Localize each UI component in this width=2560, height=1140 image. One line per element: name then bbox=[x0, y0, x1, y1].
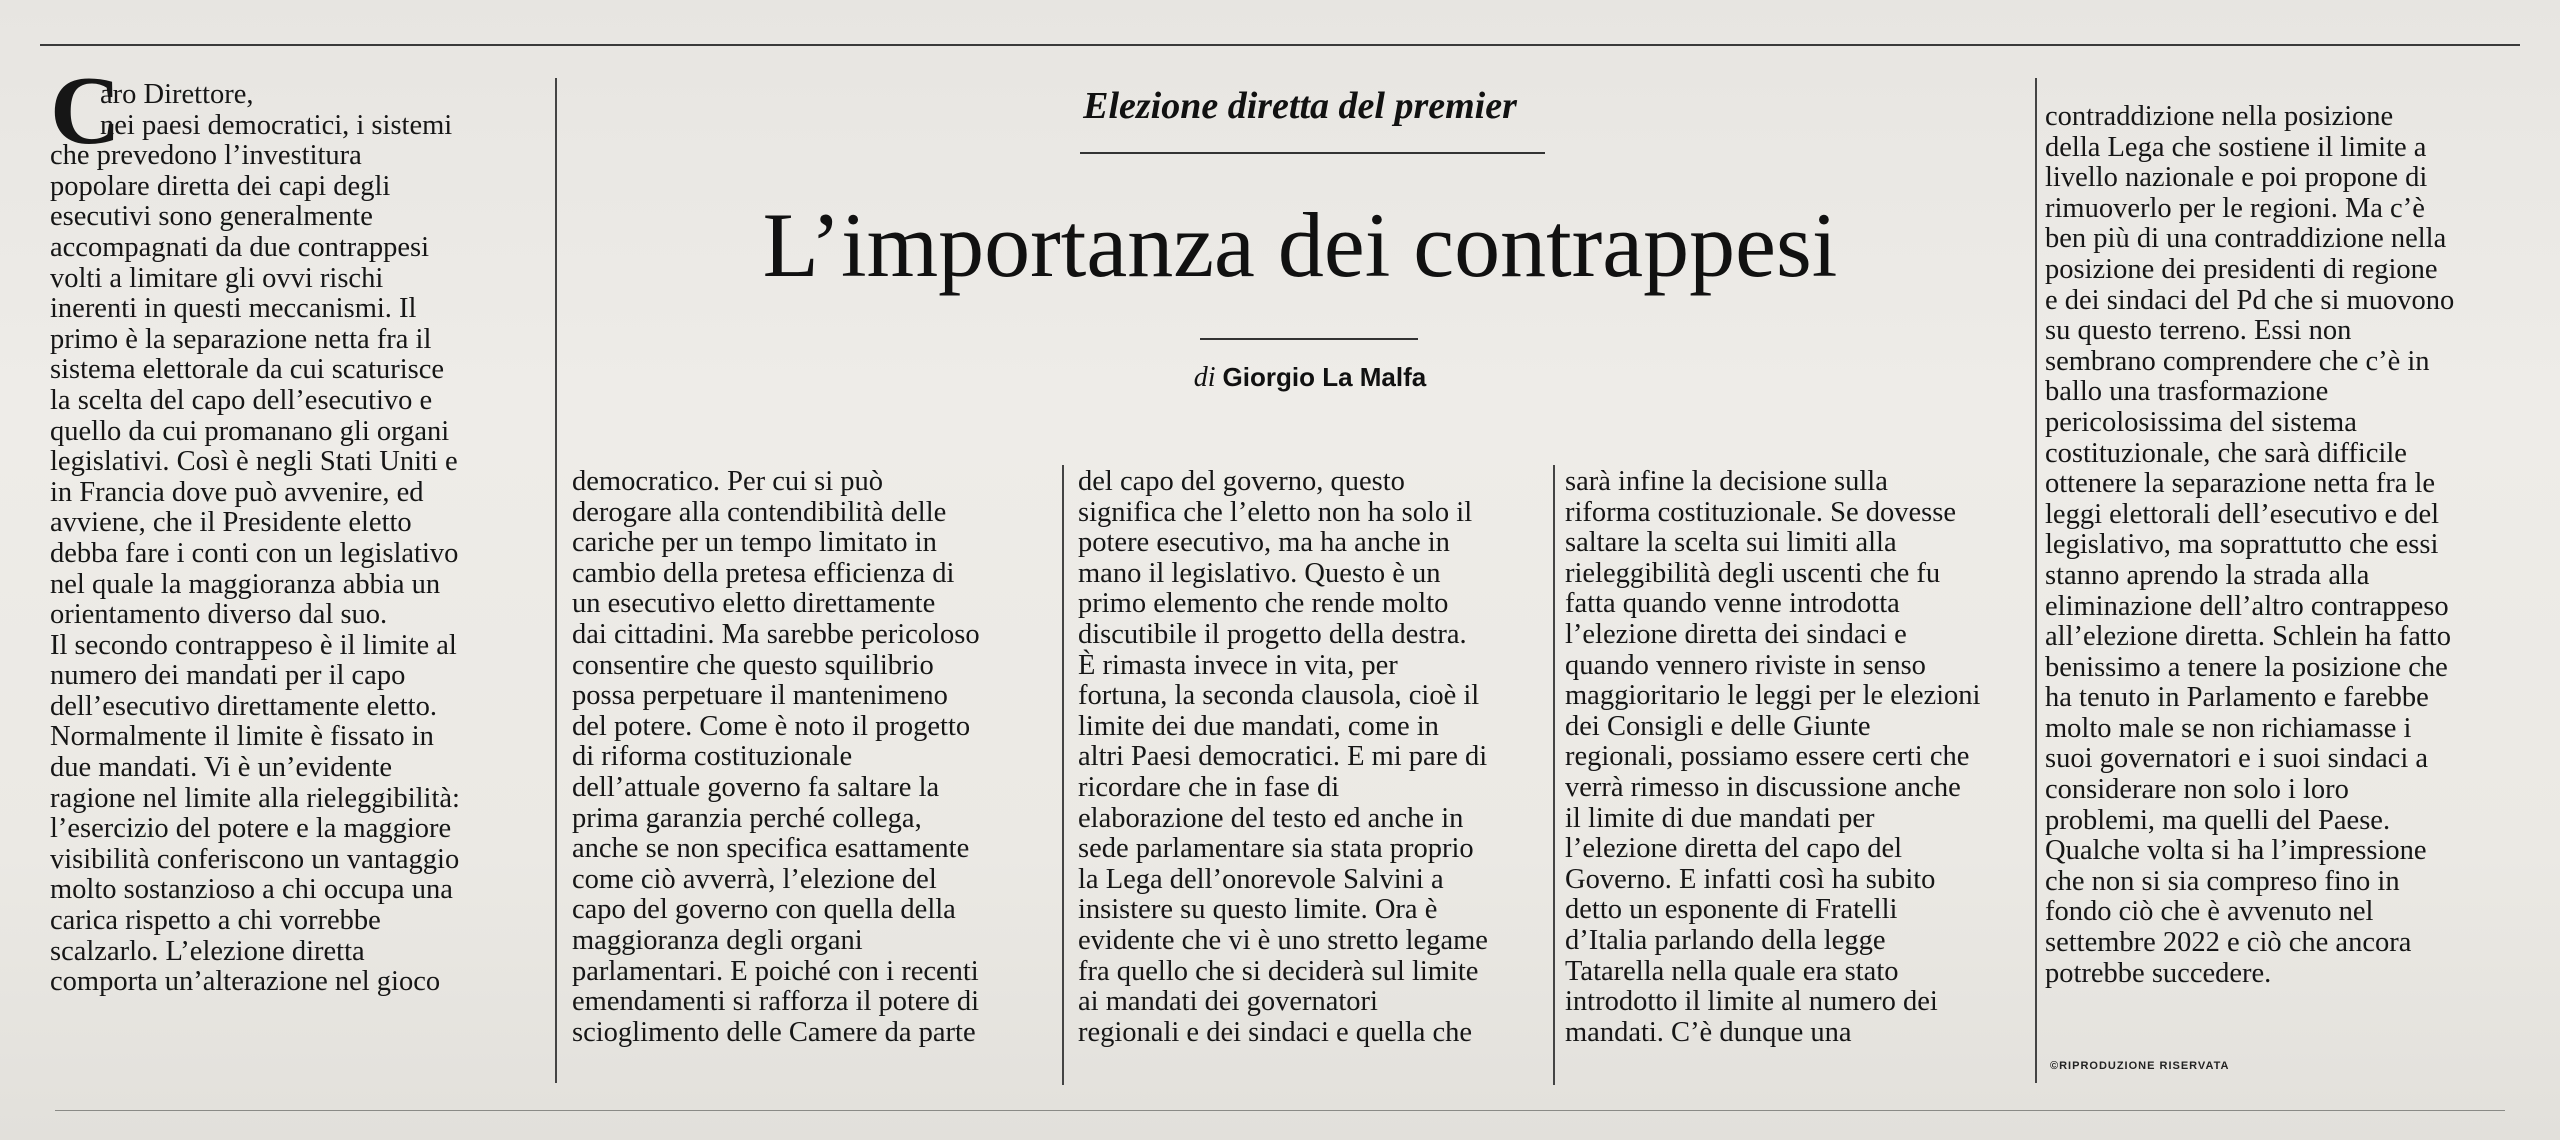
article-headline: L’importanza dei contrappesi bbox=[762, 194, 1838, 296]
text-line: pericolosissima del sistema bbox=[2045, 406, 2357, 438]
text-line: esecutivi sono generalmente bbox=[50, 201, 373, 233]
text-line: prima garanzia perché collega, bbox=[572, 802, 922, 834]
text-line: capo del governo con quella della bbox=[572, 894, 956, 926]
kicker-rule bbox=[1080, 152, 1545, 154]
article-column-right bbox=[2045, 102, 2535, 989]
text-line: legislativo, ma soprattutto che essi bbox=[2045, 529, 2439, 561]
text-line: avviene, che il Presidente eletto bbox=[50, 507, 412, 539]
text-line: detto un esponente di Fratelli bbox=[1565, 894, 1898, 926]
text-line: che non si sia compreso fino in bbox=[2045, 865, 2400, 897]
text-line: su questo terreno. Essi non bbox=[2045, 315, 2352, 347]
text-line: che prevedono l’investitura bbox=[50, 140, 362, 172]
text-line: considerare non solo i loro bbox=[2045, 774, 2349, 806]
text-line: Governo. E infatti così ha subito bbox=[1565, 863, 1936, 895]
column-divider bbox=[1062, 465, 1064, 1085]
text-line: nel quale la maggioranza abbia un bbox=[50, 568, 441, 600]
text-line: orientamento diverso dal suo. bbox=[50, 599, 388, 631]
text-line: mandati. C’è dunque una bbox=[1565, 1016, 1852, 1048]
text-line: molto sostanzioso a chi occupa una bbox=[50, 874, 453, 906]
text-line: popolare diretta dei capi degli bbox=[50, 170, 391, 202]
text-line: del potere. Come è noto il progetto bbox=[572, 710, 971, 742]
text-line: scalzarlo. L’elezione diretta bbox=[50, 935, 365, 967]
text-line: due mandati. Vi è un’evidente bbox=[50, 752, 393, 784]
text-line: parlamentari. E poiché con i recenti bbox=[572, 955, 979, 987]
text-line: scioglimento delle Camere da parte bbox=[572, 1016, 976, 1048]
text-line: primo è la separazione netta fra il bbox=[50, 323, 432, 355]
text-line: della Lega che sostiene il limite a bbox=[2045, 131, 2427, 163]
text-line: democratico. Per cui si può bbox=[572, 466, 884, 497]
text-line: ballo una trasformazione bbox=[2045, 376, 2329, 408]
text-line: potere esecutivo, ma ha anche in bbox=[1078, 527, 1450, 559]
text-line: ottenere la separazione netta fra le bbox=[2045, 468, 2436, 500]
text-line: Normalmente il limite è fissato in bbox=[50, 721, 434, 753]
column-divider bbox=[2035, 78, 2037, 1083]
article-byline bbox=[1050, 362, 1570, 394]
author-name: Giorgio La Malfa bbox=[1222, 362, 1427, 392]
text-line: discutibile il progetto della destra. bbox=[1078, 618, 1467, 650]
text-line: maggioranza degli organi bbox=[572, 924, 863, 956]
text-line: altri Paesi democratici. E mi pare di bbox=[1078, 741, 1488, 773]
text-line: nei paesi democratici, i sistemi bbox=[100, 109, 453, 141]
text-line: Qualche volta si ha l’impressione bbox=[2045, 835, 2427, 867]
text-line: accompagnati da due contrappesi bbox=[50, 231, 430, 263]
text-line: fondo ciò che è avvenuto nel bbox=[2045, 896, 2374, 928]
text-line: all’elezione diretta. Schlein ha fatto bbox=[2045, 621, 2451, 653]
text-line: del capo del governo, questo bbox=[1078, 466, 1405, 497]
text-line: suoi governatori e i suoi sindaci a bbox=[2045, 743, 2429, 775]
text-line: introdotto il limite al numero dei bbox=[1565, 986, 1938, 1018]
text-line: molto male se non richiamasse i bbox=[2045, 712, 2412, 744]
column-divider bbox=[1553, 465, 1555, 1085]
text-line: leggi elettorali dell’esecutivo e del bbox=[2045, 498, 2440, 530]
text-line: Tatarella nella quale era stato bbox=[1565, 955, 1899, 987]
text-line: evidente che vi è uno stretto legame bbox=[1078, 924, 1488, 956]
text-line: problemi, ma quelli del Paese. bbox=[2045, 804, 2391, 836]
text-line: Il secondo contrappeso è il limite al bbox=[50, 629, 457, 661]
text-line: regionali e dei sindaci e quella che bbox=[1078, 1016, 1473, 1048]
text-line: benissimo a tenere la posizione che bbox=[2045, 651, 2448, 683]
text-line: in Francia dove può avvenire, ed bbox=[50, 476, 424, 508]
text-line: È rimasta invece in vita, per bbox=[1078, 649, 1398, 681]
text-line: ai mandati dei governatori bbox=[1078, 986, 1378, 1018]
text-line: ricordare che in fase di bbox=[1078, 771, 1340, 803]
byline-rule bbox=[1200, 338, 1418, 340]
text-line: fortuna, la seconda clausola, cioè il bbox=[1078, 680, 1480, 712]
byline-prefix: di bbox=[1193, 362, 1216, 393]
text-line: maggioritario le leggi per le elezioni bbox=[1565, 680, 1981, 712]
text-line: sarà infine la decisione sulla bbox=[1565, 466, 1888, 497]
text-line: l’elezione diretta dei sindaci e bbox=[1565, 618, 1907, 650]
text-line: livello nazionale e poi propone di bbox=[2045, 162, 2428, 194]
text-line: aro Direttore, bbox=[100, 79, 254, 110]
text-line: dei Consigli e delle Giunte bbox=[1565, 710, 1871, 742]
text-line: ha tenuto in Parlamento e farebbe bbox=[2045, 682, 2429, 714]
text-line: riforma costituzionale. Se dovesse bbox=[1565, 496, 1956, 528]
bottom-rule bbox=[55, 1110, 2505, 1111]
text-line: anche se non specifica esattamente bbox=[572, 833, 970, 865]
drop-cap: C bbox=[50, 57, 121, 165]
text-line: comporta un’alterazione nel gioco bbox=[50, 966, 441, 998]
text-line: un esecutivo eletto direttamente bbox=[572, 588, 936, 620]
text-line: la Lega dell’onorevole Salvini a bbox=[1078, 863, 1444, 895]
text-line: possa perpetuare il mantenimeno bbox=[572, 680, 948, 712]
text-line: di riforma costituzionale bbox=[572, 741, 853, 773]
text-line: significa che l’eletto non ha solo il bbox=[1078, 496, 1473, 528]
text-line: sede parlamentare sia stata proprio bbox=[1078, 833, 1474, 865]
text-line: cambio della pretesa efficienza di bbox=[572, 557, 955, 589]
text-line: stanno aprendo la strada alla bbox=[2045, 559, 2370, 591]
text-line: dai cittadini. Ma sarebbe pericoloso bbox=[572, 618, 980, 650]
text-line: emendamenti si rafforza il potere di bbox=[572, 986, 980, 1018]
text-line: consentire che questo squilibrio bbox=[572, 649, 934, 681]
article-column-3 bbox=[1565, 467, 2035, 1048]
text-line: elaborazione del testo ed anche in bbox=[1078, 802, 1464, 834]
text-line: potrebbe succedere. bbox=[2045, 957, 2272, 989]
text-line: mano il legislativo. Questo è un bbox=[1078, 557, 1441, 589]
text-line: ben più di una contraddizione nella bbox=[2045, 223, 2447, 255]
text-line: rimuoverlo per le regioni. Ma c’è bbox=[2045, 192, 2425, 224]
text-line: come ciò avverrà, l’elezione del bbox=[572, 863, 937, 895]
text-line: limite dei due mandati, come in bbox=[1078, 710, 1439, 742]
text-line: e dei sindaci del Pd che si muovono bbox=[2045, 284, 2455, 316]
top-rule bbox=[40, 44, 2520, 46]
text-line: quello da cui promanano gli organi bbox=[50, 415, 450, 447]
text-line: costituzionale, che sarà difficile bbox=[2045, 437, 2407, 469]
text-line: debba fare i conti con un legislativo bbox=[50, 537, 459, 569]
text-line: eliminazione dell’altro contrappeso bbox=[2045, 590, 2449, 622]
text-line: fra quello che si deciderà sul limite bbox=[1078, 955, 1479, 987]
text-line: legislativi. Così è negli Stati Uniti e bbox=[50, 446, 458, 478]
text-line: carica rispetto a chi vorrebbe bbox=[50, 905, 381, 937]
text-line: d’Italia parlando della legge bbox=[1565, 924, 1886, 956]
text-line: volti a limitare gli ovvi rischi bbox=[50, 262, 384, 294]
text-line: contraddizione nella posizione bbox=[2045, 101, 2394, 132]
text-line: saltare la scelta sui limiti alla bbox=[1565, 527, 1897, 559]
text-line: rieleggibilità degli uscenti che fu bbox=[1565, 557, 1941, 589]
text-line: fatta quando venne introdotta bbox=[1565, 588, 1900, 620]
text-line: cariche per un tempo limitato in bbox=[572, 527, 937, 559]
text-line: il limite di due mandati per bbox=[1565, 802, 1875, 834]
article-kicker: Elezione diretta del premier bbox=[1083, 85, 1517, 127]
text-line: numero dei mandati per il capo bbox=[50, 660, 406, 692]
text-line: sembrano comprendere che c’è in bbox=[2045, 345, 2430, 377]
text-line: visibilità conferiscono un vantaggio bbox=[50, 843, 460, 875]
text-line: quando vennero riviste in senso bbox=[1565, 649, 1926, 681]
text-line: dell’esecutivo direttamente eletto. bbox=[50, 690, 437, 722]
text-line: primo elemento che rende molto bbox=[1078, 588, 1449, 620]
text-line: inerenti in questi meccanismi. Il bbox=[50, 293, 417, 325]
text-line: ragione nel limite alla rieleggibilità: bbox=[50, 782, 460, 814]
text-line: l’esercizio del potere e la maggiore bbox=[50, 813, 452, 845]
text-line: posizione dei presidenti di regione bbox=[2045, 253, 2438, 285]
article-column-left bbox=[50, 80, 540, 998]
text-line: verrà rimesso in discussione anche bbox=[1565, 771, 1961, 803]
text-line: dell’attuale governo fa saltare la bbox=[572, 771, 940, 803]
text-line: sistema elettorale da cui scaturisce bbox=[50, 354, 445, 386]
text-line: regionali, possiamo essere certi che bbox=[1565, 741, 1970, 773]
text-line: insistere su questo limite. Ora è bbox=[1078, 894, 1438, 926]
text-line: l’elezione diretta del capo del bbox=[1565, 833, 1903, 865]
column-divider bbox=[555, 78, 557, 1083]
article-column-2 bbox=[1078, 467, 1543, 1048]
text-line: derogare alla contendibilità delle bbox=[572, 496, 947, 528]
text-line: la scelta del capo dell’esecutivo e bbox=[50, 384, 433, 416]
text-line: settembre 2022 e ciò che ancora bbox=[2045, 927, 2412, 959]
article-column-1 bbox=[572, 467, 1042, 1048]
copyright-notice: ©RIPRODUZIONE RISERVATA bbox=[2050, 1060, 2230, 1072]
